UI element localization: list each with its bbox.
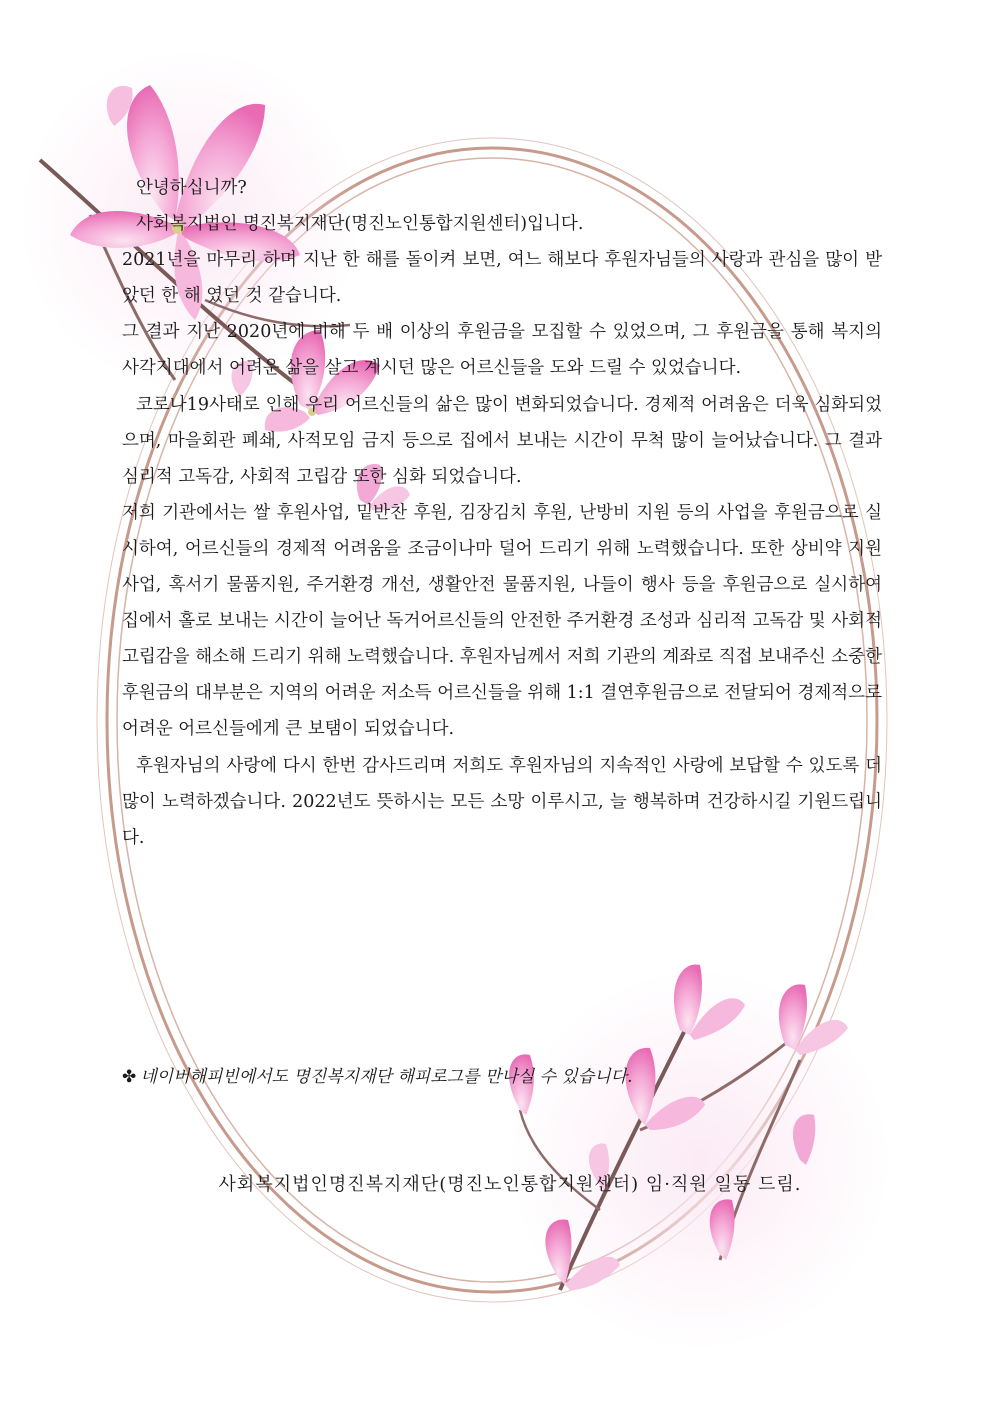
paragraph-thanks: 후원자님의 사랑에 다시 한번 감사드리며 저희도 후원자님의 지속적인 사랑에 보답할 수 있도록 더 많이 노력하겠습니다. 2022년도 뜻하시는 모든 소망 이루시고, 늘 행복하며 건강하시길 기원드립니다.	[122, 755, 882, 848]
paragraph-reflection: 2021년을 마무리 하며 지난 한 해를 돌이켜 보면, 여느 해보다 후원자님들의 사랑과 관심을 많이 받았던 한 해 였던 것 같습니다.	[122, 250, 882, 307]
greeting: 안녕하십니까?	[136, 178, 247, 198]
flower-mark-icon: ✤	[122, 1067, 137, 1087]
signature: 사회복지법인명진복지재단(명진노인통합지원센터) 임·직원 일동 드림.	[218, 1174, 802, 1195]
paragraph-covid-impact: 코로나19사태로 인해 우리 어르신들의 삶은 많이 변화되었습니다. 경제적 어려움은 더욱 심화되었으며, 마을회관 폐쇄, 사적모임 금지 등으로 집에서 보내는 시간이 무척 많이 늘어났습니다. 그 결과 심리적 고독감, 사회적 고립감 또한 심화 되었습니다.	[122, 394, 882, 487]
paragraph-donation-results: 그 결과 지난 2020년에 비해 두 배 이상의 후원금을 모집할 수 있었으며, 그 후원금을 통해 복지의 사각지대에서 어려운 삶을 살고 계시던 많은 어르신들을 도와 드릴 수 있었습니다.	[122, 322, 882, 379]
notice-text: 네이버해피빈에서도 명진복지재단 해피로그를 만나실 수 있습니다.	[140, 1067, 633, 1087]
magnolia-blossom-bottom-right	[509, 964, 890, 1350]
intro-line: 사회복지법인 명진복지재단(명진노인통합지원센터)입니다.	[136, 214, 584, 235]
paragraph-programs: 저희 기관에서는 쌀 후원사업, 밑반찬 후원, 김장김치 후원, 난방비 지원 등의 사업을 후원금으로 실시하여, 어르신들의 경제적 어려움을 조금이나마 덜어 드리기 위해 노력했습니다. 또한 상비약 지원사업, 혹서기 물품지원, 주거환경 개선, 생활안전 물품지원, 나들이 행사 등을 후원금으로 실시하여 집에서 홀로 보내는 시간이 늘어난 독거어르신들의 안전한 주거환경 조성과 심리적 고독감 및 사회적 고립감을 해소해 드리기 위해 노력했습니다. 후원자님께서 저희 기관의 계좌로 직접 보내주신 소중한 후원금의 대부분은 지역의 어려운 저소득 어르신들을 위해 1:1 결연후원금으로 전달되어 경제적으로 어려운 어르신들에게 큰 보탬이 되었습니다.	[122, 502, 882, 740]
letter-body	[122, 170, 882, 856]
happybean-notice	[122, 1062, 882, 1092]
